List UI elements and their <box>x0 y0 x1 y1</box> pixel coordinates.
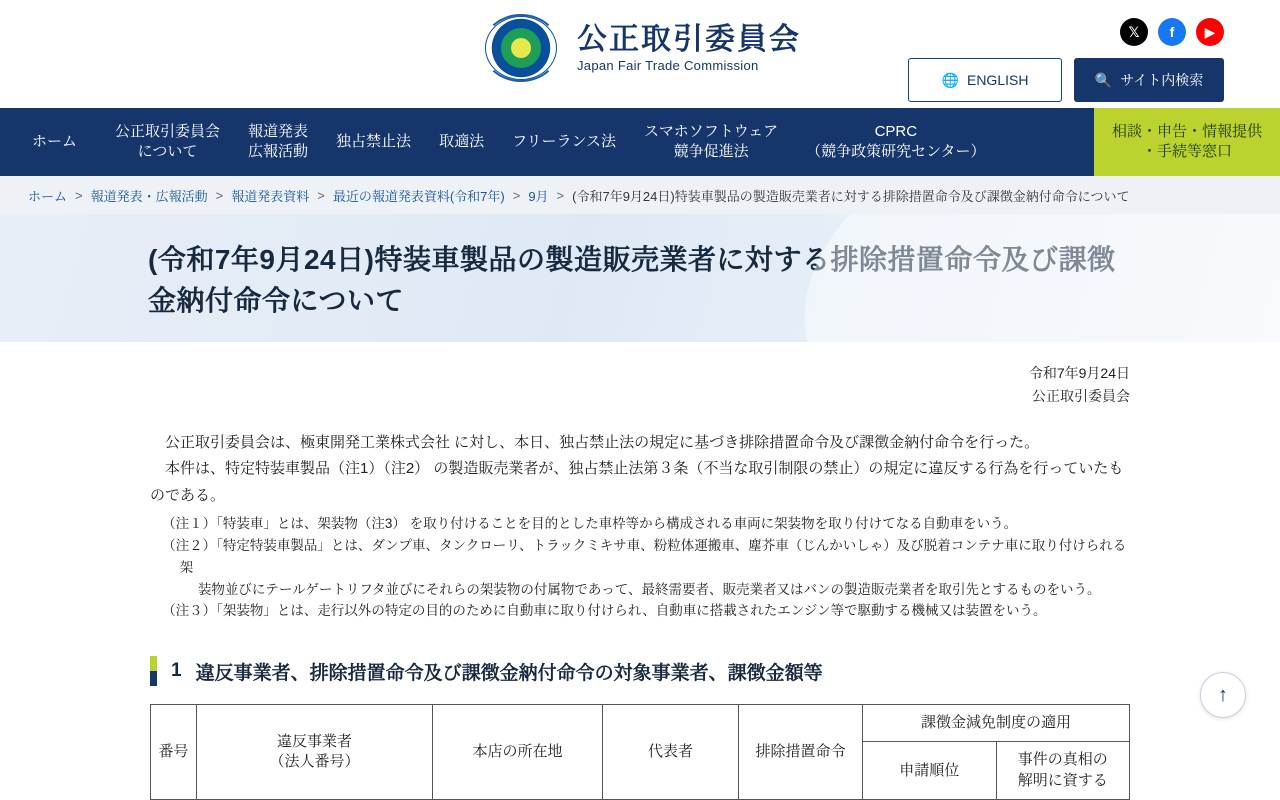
nav-item-label: CPRC <box>874 122 918 140</box>
x-icon[interactable]: 𝕏 <box>1120 18 1148 46</box>
nav-item-home[interactable] <box>0 108 101 176</box>
site-title-jp: 公正取引委員会 <box>577 23 801 57</box>
footnote-3-text: （注３）「架装物」とは、走行以外の特定の目的のために自動車に取り付けられ、自動車に搭載されたエンジン等で駆動する機械又は装置をいう。 <box>162 603 1047 619</box>
footnote-1-text: （注１）「特装車」とは、架装物（注3） を取り付けることを目的とした車枠等から構成される車両に架装物を取り付けてなる自動車をいう。 <box>162 515 1018 531</box>
nav-item-label: 取適法 <box>439 132 485 150</box>
header-application-rank-label: 申請順位 <box>899 761 960 779</box>
dateline <box>150 342 1130 408</box>
table-header-row-1 <box>151 705 1130 742</box>
header-representative-label: 代表者 <box>647 742 693 760</box>
nav-item-label: 報道発表 <box>248 122 309 140</box>
page-hero <box>0 214 1280 342</box>
nav-item-freelance[interactable] <box>498 108 630 176</box>
header-company-line1: 違反事業者 <box>276 732 352 750</box>
nav-item-label-2: （競争政策研究センター） <box>806 143 986 160</box>
breadcrumb-separator: > <box>215 187 224 203</box>
header-truth-contribution <box>996 742 1130 800</box>
nav-item-label: 独占禁止法 <box>336 132 412 150</box>
breadcrumb-item-recent[interactable]: 最近の報道発表資料(令和7年) <box>332 188 505 204</box>
paragraph-1: 公正取引委員会は、極東開発工業株式会社 に対し、本日、独占禁止法の規定に基づき排除措置命令及び課徴金納付命令を行った。 <box>165 434 1040 452</box>
section-accent-bar <box>150 656 157 686</box>
site-header <box>0 0 1280 108</box>
section-heading-1 <box>150 656 1130 686</box>
header-representative <box>603 705 739 800</box>
arrow-up-icon: ↑ <box>1218 683 1228 706</box>
header-actions <box>908 58 1224 102</box>
breadcrumb <box>0 176 1280 214</box>
header-leniency-label: 課徴金減免制度の適用 <box>920 714 1071 732</box>
site-search-label: サイト内検索 <box>1120 72 1204 88</box>
site-search-button[interactable] <box>1074 58 1224 102</box>
lead-paragraphs <box>150 430 1130 509</box>
breadcrumb-separator: > <box>512 187 521 203</box>
header-cease-order <box>739 705 863 800</box>
globe-icon: 🌐 <box>941 71 959 88</box>
nav-item-label-2: 広報活動 <box>248 143 309 160</box>
header-company <box>197 705 433 800</box>
violators-table <box>150 704 1130 800</box>
nav-spacer <box>1000 108 1094 176</box>
nav-item-contact[interactable] <box>1094 108 1280 176</box>
jftc-emblem-icon <box>479 14 563 82</box>
youtube-icon[interactable]: ▶ <box>1196 18 1224 46</box>
site-title-en: Japan Fair Trade Commission <box>577 57 759 73</box>
breadcrumb-item-current: (令和7年9月24日)特装車製品の製造販売業者に対する排除措置命令及び課徴金納付命令について <box>572 188 1130 204</box>
header-no <box>151 705 197 800</box>
nav-item-press[interactable] <box>234 108 322 176</box>
breadcrumb-separator: > <box>75 187 83 203</box>
nav-item-label: 公正取引委員会 <box>115 122 221 140</box>
breadcrumb-item-month[interactable]: 9月 <box>528 188 549 204</box>
global-navigation <box>0 108 1280 176</box>
header-location <box>433 705 603 800</box>
nav-item-label: フリーランス法 <box>512 132 617 150</box>
nav-item-label-2: について <box>137 143 198 160</box>
header-leniency <box>863 705 1130 742</box>
nav-contact-label-2: ・手続等窓口 <box>1141 143 1232 160</box>
scroll-to-top-button[interactable] <box>1200 672 1246 718</box>
footnote-1 <box>150 513 1130 535</box>
search-icon: 🔍 <box>1094 71 1113 88</box>
nav-contact-label-1: 相談・申告・情報提供 <box>1111 122 1262 140</box>
header-company-line2: （法人番号） <box>269 753 360 771</box>
nav-item-label: ホーム <box>32 132 78 150</box>
breadcrumb-separator: > <box>556 187 565 203</box>
section-number: 1 <box>171 660 182 682</box>
issuer: 公正取引委員会 <box>1032 388 1130 405</box>
breadcrumb-separator: > <box>317 187 325 203</box>
site-logo[interactable] <box>479 14 801 82</box>
section-title: 違反事業者、排除措置命令及び課徴金納付命令の対象事業者、課徴金額等 <box>195 662 823 684</box>
facebook-icon[interactable]: f <box>1158 18 1186 46</box>
paragraph-2: 本件は、特定特装車製品（注1）（注2） の製造販売業者が、独占禁止法第３条（不当な取引制限の禁止）の規定に違反する行為を行っていたものである。 <box>150 460 1124 504</box>
header-truth-line2: 解明に資する <box>1017 771 1108 789</box>
publish-date: 令和7年9月24日 <box>1028 365 1130 381</box>
main-content <box>0 342 1280 800</box>
header-location-label: 本店の所在地 <box>472 742 563 760</box>
page-title: (令和7年9月24日)特装車製品の製造販売業者に対する排除措置命令及び課徴金納付命令について <box>148 244 1116 316</box>
footnotes <box>150 513 1130 622</box>
breadcrumb-item-home[interactable]: ホーム <box>28 188 68 204</box>
social-links <box>1120 18 1224 46</box>
english-button[interactable] <box>908 58 1062 102</box>
nav-item-about[interactable] <box>101 108 234 176</box>
violators-table-wrapper <box>150 704 1130 800</box>
footnote-2-text: （注２）「特定特装車製品」とは、ダンプ車、タンクローリ、トラックミキサ車、粉粒体運搬車、塵芥車（じんかいしゃ）及び脱着コンテナ車に取り付けられる架 <box>162 537 1127 575</box>
nav-item-cprc[interactable] <box>792 108 999 176</box>
footnote-3 <box>150 600 1130 622</box>
header-truth-line1: 事件の真相の <box>1017 751 1108 769</box>
nav-item-label: スマホソフトウェア <box>644 122 779 140</box>
nav-item-antimonopoly[interactable] <box>322 108 425 176</box>
nav-item-label-2: 競争促進法 <box>673 143 749 160</box>
nav-item-smartphone[interactable] <box>630 108 792 176</box>
footnote-2-continuation: 装物並びにテールゲートリフタ並びにそれらの架装物の付属物であって、最終需要者、販売業者又はバンの製造販売業者を取引先とするものをいう。 <box>197 581 1101 597</box>
header-application-rank <box>863 742 997 800</box>
breadcrumb-item-materials[interactable]: 報道発表資料 <box>231 188 310 204</box>
footnote-2 <box>150 535 1130 601</box>
english-button-label: ENGLISH <box>966 72 1029 88</box>
nav-item-tekitekiho[interactable] <box>425 108 498 176</box>
breadcrumb-item-press[interactable]: 報道発表・広報活動 <box>90 188 208 204</box>
header-cease-order-label: 排除措置命令 <box>755 742 846 760</box>
header-no-label: 番号 <box>158 742 189 760</box>
